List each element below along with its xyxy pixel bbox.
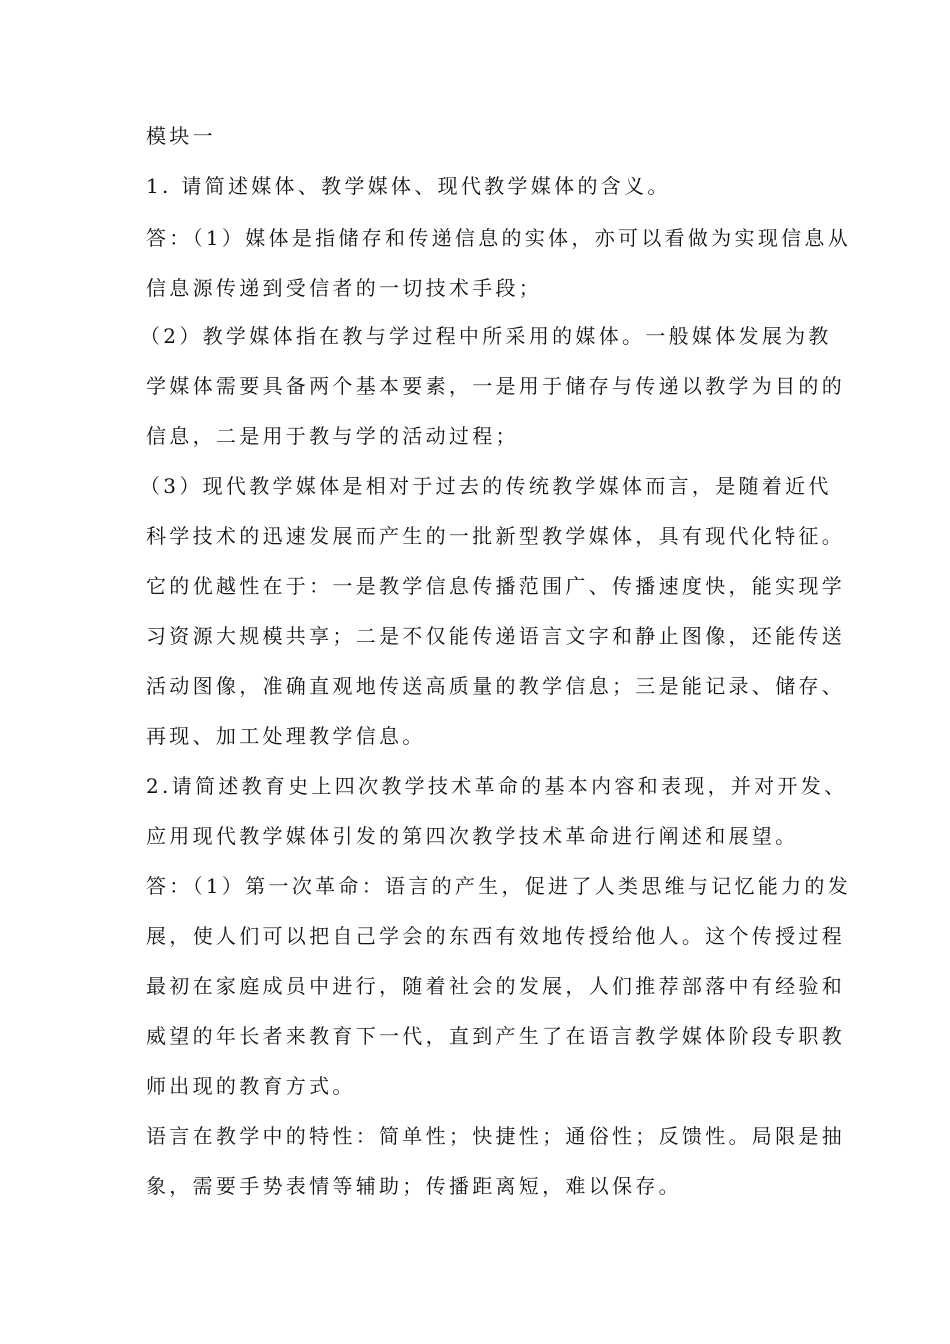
answer-1-line-2: 信息源传递到受信者的一切技术手段； — [146, 276, 543, 300]
answer-2-line-5: 师出现的教育方式。 — [146, 1074, 356, 1098]
answer-1-line-10: 活动图像，准确直观地传送高质量的教学信息；三是能记录、储存、 — [146, 674, 845, 698]
question-2-line-1: 2.请简述教育史上四次教学技术革命的基本内容和表现，并对开发、 — [146, 774, 848, 798]
answer-2-line-3: 最初在家庭成员中进行，随着社会的发展，人们推荐部落中有经验和 — [146, 974, 845, 998]
answer-1-line-5: 信息，二是用于教与学的活动过程； — [146, 424, 519, 448]
answer-1-line-11: 再现、加工处理教学信息。 — [146, 724, 426, 748]
answer-2-line-6: 语言在教学中的特性：简单性；快捷性；通俗性；反馈性。局限是抽 — [146, 1124, 845, 1148]
question-2-line-2: 应用现代教学媒体引发的第四次教学技术革命进行阐述和展望。 — [146, 824, 799, 848]
question-1: 1. 请简述媒体、教学媒体、现代教学媒体的含义。 — [146, 174, 671, 198]
answer-2-line-2: 展，使人们可以把自己学会的东西有效地传授给他人。这个传授过程 — [146, 924, 845, 948]
answer-1-line-3: （2）教学媒体指在教与学过程中所采用的媒体。一般媒体发展为教 — [140, 324, 832, 348]
answer-1-line-8: 它的优越性在于：一是教学信息传播范围广、传播速度快，能实现学 — [146, 574, 845, 598]
answer-1-line-6: （3）现代教学媒体是相对于过去的传统教学媒体而言，是随着近代 — [140, 474, 832, 498]
answer-2-line-1: 答：（1）第一次革命：语言的产生，促进了人类思维与记忆能力的发 — [146, 874, 852, 898]
answer-1-line-4: 学媒体需要具备两个基本要素，一是用于储存与传递以教学为目的的 — [146, 374, 845, 398]
answer-1-line-1: 答：（1）媒体是指储存和传递信息的实体，亦可以看做为实现信息从 — [146, 226, 852, 250]
section-heading: 模块一 — [146, 124, 216, 148]
answer-1-line-7: 科学技术的迅速发展而产生的一批新型教学媒体，具有现代化特征。 — [146, 524, 845, 548]
answer-2-line-7: 象，需要手势表情等辅助；传播距离短，难以保存。 — [146, 1174, 682, 1198]
answer-1-line-9: 习资源大规模共享；二是不仅能传递语言文字和静止图像，还能传送 — [146, 624, 845, 648]
answer-2-line-4: 威望的年长者来教育下一代，直到产生了在语言教学媒体阶段专职教 — [146, 1024, 845, 1048]
